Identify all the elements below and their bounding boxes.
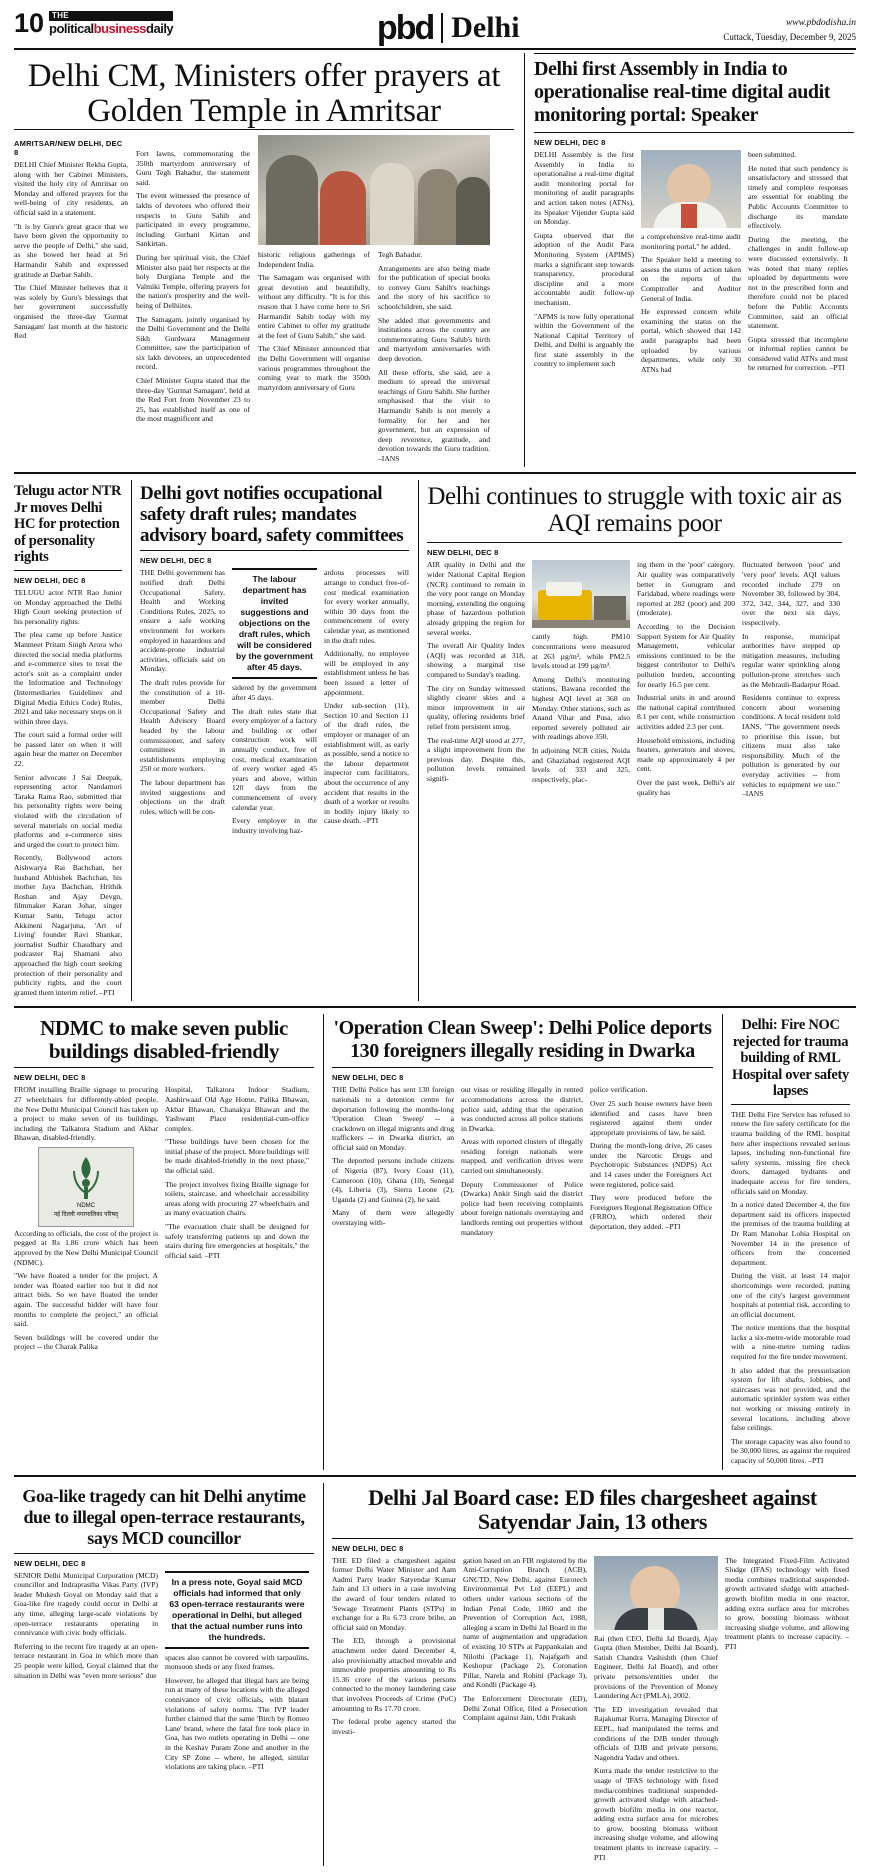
paragraph: Seven buildings will be covered under the project -- the Charak Palika <box>14 1332 158 1352</box>
lead-col-1 <box>14 135 128 467</box>
paragraph: The draft rules provide for the constitution of a 10-member Delhi Occupational Safety and Health Advisory Board headed by the labour commissioner, and safety committees in establishments employing 250 or more workers. <box>140 678 225 774</box>
paragraph: The notice mentions that the hospital lacks a six-metre-wide motorable road with a nine-metre turning radius required for the fire tender movement. <box>731 1323 850 1362</box>
lead-headline: Delhi CM, Ministers offer prayers at Golden Temple in Amritsar <box>14 59 514 130</box>
paragraph: She added that governments and institutions across the country are commemorating Guru Sahib's birth and martyrdom anniversaries with deep devotion. <box>378 315 490 363</box>
paragraph: During the visit, at least 14 major shortcomings were recorded, putting one of the city's largest government hospitals at potential risk, according to an official document. <box>731 1271 850 1319</box>
paragraph: DELHI Chief Minister Rekha Gupta, along with her Cabinet Ministers, visited the holy city of Amritsar on Monday and offered prayers for the well-being of city residents, an official said in a statement. <box>14 160 128 217</box>
assembly-col-3 <box>748 150 848 378</box>
paragraph: Over 25 such house owners have been identified and cases have been registered against them under appropriate provisions of law, he said. <box>590 1098 712 1137</box>
paragraph: TELUGU actor NTR Rao Junior on Monday approached the Delhi High Court seeking protection of his personality rights. <box>14 587 122 626</box>
paragraph: He noted that such pendency is unsatisfactory and stressed that timely and complete responses are essential for enabling the Public Accounts Committee to discharge its mandate effectively. <box>748 163 848 231</box>
aqi-photo <box>532 560 630 628</box>
firenoc-headline: Delhi: Fire NOC rejected for trauma building of RML Hospital over safety lapses <box>732 1017 849 1100</box>
paragraph: SENIOR Delhi Municipal Corporation (MCD) councillor and Indraprastha Vikas Party (IVP) leader Mukesh Goyal on Monday said that a Goa-like fire tragedy could occur in Delhi at any time, alleging large-scale violations by open-terrace restaurants operating in connivance with civic body officials. <box>14 1570 158 1638</box>
paragraph: a comprehensive real-time audit monitoring portal," he added. <box>641 232 741 251</box>
paragraph: The labour department has invited suggestions and objections on the draft rules, which will be con- <box>140 777 225 816</box>
paragraph: The Speaker held a meeting to assess the status of action taken on the reports of the Comptroller and Auditor General of India. <box>641 255 741 303</box>
paragraph: Among Delhi's monitoring stations, Bawana recorded the highest AQI level at 368 on Monday. Other stations, such as Anand Vihar and Pusa, also reported severely polluted air with readings above 350. <box>532 674 630 742</box>
paragraph: The overall Air Quality Index (AQI) was recorded at 318, showing a marginal rise compared to Sunday's reading. <box>427 641 525 679</box>
lead-dateline: AMRITSAR/NEW DELHI, DEC 8 <box>14 139 123 157</box>
paragraph: Over the past week, Delhi's air quality has <box>637 777 735 797</box>
logo-divider <box>441 13 443 43</box>
paragraph: During her spiritual visit, the Chief Minister also paid her respects at the holy Durgiana Temple and the Valmiki Temple, offering prayers for the nation's prosperity and the well-being of Delhiites. <box>136 252 250 310</box>
paragraph: Senior advocate J Sai Deepak, representing actor Nandamuri Taraka Rama Rao, submitted that his personality rights were being violated with the circulation of several materials on social media platforms and e-commerce sites and urged the court to protect him. <box>14 772 122 849</box>
small-logo-daily: daily <box>146 21 174 36</box>
djb-col-3 <box>594 1556 718 1867</box>
djb-col-2 <box>463 1556 587 1867</box>
djb-article <box>323 1483 853 1867</box>
paragraph: fluctuated between 'poor' and 'very poor' levels. AQI values recorded include 279 on November 30, followed by 304, 372, 342, 344, 327, and 330 over the next six days, respectively. <box>742 560 840 628</box>
top-band <box>14 53 856 467</box>
ndmc-logo-text: NDMC <box>77 1202 95 1209</box>
paragraph: ardous processes will arrange to conduct free-of-cost medical examination for every worker annually, within 30 days from the commencement of every calendar year, as mentioned in the draft rules. <box>324 568 409 645</box>
emblem-icon <box>66 1155 106 1201</box>
paragraph: "The evacuation chair shall be designed for safely transferring patients up and down the stairs during fire emergencies at hospitals," the official said. –PTI <box>165 1222 309 1260</box>
assembly-article <box>524 53 854 467</box>
paragraph: police verification. <box>590 1085 648 1095</box>
fourth-band <box>14 1483 856 1867</box>
djb-col-1 <box>332 1556 456 1867</box>
paragraph: During the month-long drive, 26 cases under the Narcotic Drugs and Psychotropic Substances (NDPS) Act and 14 cases under the Foreigners Act were registered, police said. <box>590 1141 712 1189</box>
lead-col-2 <box>136 135 250 467</box>
assembly-dateline: NEW DELHI, DEC 8 <box>534 138 606 147</box>
mcd-pullquote: In a press note, Goyal said MCD officials had informed that only 63 open-terrace restaurants were operational in Delhi, but alleged that the actual number runs into the hundreds. <box>165 1571 309 1649</box>
paragraph: The city on Sunday witnessed slightly clearer skies and a minor improvement in air quality, offering residents brief relief from persistent smog. <box>427 683 525 731</box>
djb-photo <box>594 1556 718 1630</box>
aqi-col-4 <box>742 560 840 802</box>
paragraph: The storage capacity was also found to be 30,000 litres, as against the required capacity of 50,000 litres. –PTI <box>731 1436 850 1465</box>
paragraph: During the meeting, the challenges in audit follow-up were discussed extensively. It was noted that many replies uploaded by departments were not in the prescribed form and therefore could not be placed before the Public Accounts Committee, said an official statement. <box>748 234 848 331</box>
paragraph: Deputy Commissioner of Police (Dwarka) Ankit Singh said the district police had been receiving complaints about foreign nationals overstaying and landlords renting out properties without mandatory <box>461 1179 583 1237</box>
paragraph: Chief Minister Gupta stated that the three-day 'Gurmat Samagam', held at the Red Fort from November 23 to 25, has established itself as one of the most magnificent and <box>136 376 250 424</box>
paragraph: In adjoining NCR cities, Noida and Ghaziabad registered AQI levels of 333 and 325, respectively, plac- <box>532 746 630 784</box>
mcd-headline: Goa-like tragedy can hit Delhi anytime due to illegal open-terrace restaurants, says MCD councillor <box>22 1485 306 1548</box>
assembly-col-2 <box>641 150 741 378</box>
ntr-dateline: NEW DELHI, DEC 8 <box>14 575 86 585</box>
paragraph: FROM installing Braille signage to procuring 27 wheelchairs for differently-abled people, the New Delhi Municipal Council has taken up a project to make seven of its buildings, including the Talkatora Stadium and Akbar Bhawan, disabled-friendly. <box>14 1085 158 1143</box>
paragraph: The real-time AQI stood at 277, a slight improvement from the previous day. Despite this, pollution levels remained signifi- <box>427 735 525 783</box>
paragraph: spaces also cannot be covered with tarpaulins, monsoon sheds or any fixed frames. <box>165 1652 309 1672</box>
paragraph: All these efforts, she said, are a medium to spread the universal teachings of Guru Sahib. She further emphasised that the visit to Harmandir Sahib is not merely a formality for her and her government, but an expression of deep reverence, gratitude, and devotion towards the Guru tradition. –IANS <box>378 367 490 463</box>
lead-col-4 <box>378 250 490 467</box>
mcd-article <box>14 1483 314 1867</box>
occupational-pullquote: The labour department has invited suggestions and objections on the draft rules, which will be considered by the government after 45 days. <box>232 568 317 679</box>
mcd-columns <box>14 1571 314 1776</box>
sweep-headline: 'Operation Clean Sweep': Delhi Police deports 130 foreigners illegally residing in Dwarka <box>333 1017 712 1063</box>
ndmc-columns <box>14 1085 314 1356</box>
masthead-left <box>14 10 173 36</box>
paragraph: DELHI Assembly is the first Assembly in India to operationalise a real-time digital audit monitoring portal for monitoring of audit paragraphs and action taken notes (ATNs), its Speaker Vijender Gupta said on Monday. <box>534 150 634 227</box>
paragraph: The deported persons include citizens of Nigeria (87), Ivory Coast (11), Cameroon (10), Ghana (10), Senegal (4), Liberia (3), Sierra Leone (2), Uganda (2) and Guinea (2), he said. <box>332 1156 454 1204</box>
paragraph: Arrangements are also being made for the publication of special books to convey Guru Sahib's teachings and the story of his sacrifice to schoolchildren, she said. <box>378 263 490 311</box>
lead-photo <box>258 135 490 245</box>
small-logo-political: political <box>49 21 94 36</box>
paragraph: THE Delhi Fire Service has refused to renew the fire safety certificate for the trauma building of the RML hospital here after inspections revealed serious lapses, including non-functional fire safety systems, missing fire check doors, damaged hydrants and inadequate access for fire tenders, officials said on Monday. <box>731 1109 850 1196</box>
ntr-article <box>14 480 122 1001</box>
paragraph: Rai (then CEO, Delhi Jal Board), Ajay Gupta (then Member, Delhi Jal Board), Satish Chandra Vashishth (then Chief Engineer, Delhi Jal Board), and other private persons/entities under the provisions of the Prevention of Money Laundering Act (PMLA), 2002. <box>594 1633 718 1701</box>
ndmc-col-1 <box>14 1085 158 1356</box>
aqi-col-1 <box>427 560 525 802</box>
paragraph: THE Delhi Police has sent 130 foreign nationals to a detention centre for deportation following the months-long 'Operation Clean Sweep' -- a crackdown on illegal migrants and drug traffickers -- in Dwarka district, an official said on Monday. <box>332 1085 454 1152</box>
paragraph: The project involves fixing Braille signage for toilets, staircase, and wheelchair accessibility areas along with procuring 27 wheelchairs and as many evacuation chairs. <box>165 1179 309 1218</box>
assembly-photo <box>641 150 741 228</box>
paragraph: Household emissions, including heaters, generators and stoves, made up approximately 4 per cent. <box>637 735 735 774</box>
small-logo-line1: THE <box>49 11 173 21</box>
paragraph: The plea came up before Justice Manmeet Pritam Singh Arora who directed the social media platforms and e-commerce sites to treat the actor's suit as a complaint under the Information and Technology (Intermediaries Guidelines and Digital Media Ethics Code) Rules, 2021 and take necessary steps on it within three days. <box>14 630 122 726</box>
paragraph: The ED investigation revealed that Rajakumar Kurra, Managing Director of EEPL, had manipulated the terms and conditions of the DJB tender through officials of DJB and private persons, Nagendra Yadav and others. <box>594 1704 718 1762</box>
lead-columns <box>14 135 514 467</box>
ndmc-headline: NDMC to make seven public buildings disabled-friendly <box>40 1016 288 1064</box>
paragraph: The Integrated Fixed-Film Activated Sludge (IFAS) technology with fixed media combines traditional suspended-growth activated sludge with attached-growth biofilm media in one reactor, adding extra surface area for microbes to grow, boosting biomass without increasing sludge volume, and allowing treatment plants to increase capacity. –PTI <box>725 1555 849 1651</box>
paragraph: It also added that the pressurisation system for lift shafts, lobbies, and staircases was not provided, and the automatic sprinkler system was either not working or missing entirely in several locations, including above false ceilings. <box>731 1365 850 1433</box>
paragraph: "These buildings have been chosen for the initial phase of the project. More buildings will be made disabled-friendly in the next phase," the official said. <box>165 1137 309 1176</box>
mcd-col-2 <box>165 1571 309 1776</box>
ndmc-article <box>14 1014 314 1469</box>
paragraph: AIR quality in Delhi and the wider National Capital Region (NCR) continued to remain in the very poor range on Monday morning, extending the ongoing phase of hazardous pollution already gripping the region for several weeks. <box>427 560 525 637</box>
masthead <box>14 10 856 48</box>
occupational-headline: Delhi govt notifies occupational safety draft rules; mandates advisory board, safety committees <box>140 483 404 547</box>
occupational-columns <box>140 568 409 839</box>
paragraph: The ED, through a provisional attachment order dated December 4, also provisionally attached movable and immovable properties amounting to Rs 15.36 crore of the various persons connected to the money laundering case that involves Proceeds of Crime (PoC) amounting to Rs 17.70 crore. <box>332 1636 456 1713</box>
paragraph: He expressed concern while examining the status on the portal, which showed that 142 audit paragraphs had been uploaded by various departments, while only 30 ATNs had <box>641 307 741 374</box>
third-band <box>14 1014 856 1469</box>
lead-photo-wrap <box>258 135 490 467</box>
ndmc-logo-caption: नई दिल्ली नगरपालिका परिषद् <box>53 1211 119 1218</box>
paragraph: The court said a formal order will be passed later on when it will again hear the matter on December 22. <box>14 730 122 769</box>
sweep-columns <box>332 1085 713 1241</box>
paragraph: ing them in the 'poor' category. Air quality was comparatively better in Gurugram and Faridabad, where readings were reported at 282 (poor) and 200 (moderate). <box>637 560 735 618</box>
paragraph: In a notice dated December 4, the fire department said its officers inspected the premises of the trauma building at Dr Ram Manohar Lohia Hospital on November 14 in the presence of officers from the concerned department. <box>731 1200 850 1267</box>
occupational-col-2 <box>232 568 317 839</box>
aqi-columns <box>427 560 842 802</box>
edition-name: Delhi <box>451 11 520 44</box>
assembly-headline: Delhi first Assembly in India to operationalise real-time digital audit monitoring portal: Speaker <box>534 58 831 126</box>
small-logo-business: business <box>93 21 147 36</box>
paragraph: cantly high. PM10 concentrations were measured at 263 µg/m³, while PM2.5 levels stood at 199 µg/m³. <box>532 632 630 671</box>
occupational-col-1 <box>140 568 225 839</box>
aqi-col-2 <box>532 560 630 802</box>
paragraph: Fort lawns, commemorating the 350th martyrdom anniversary of Guru Tegh Bahadur, the statement said. <box>136 149 250 187</box>
logo-wordmark: pbd <box>376 9 434 47</box>
sweep-article <box>323 1014 713 1469</box>
paragraph: Every employer in the industry involving haz- <box>232 816 317 835</box>
paragraph: Kurra made the tender restrictive to the usage of 'IFAS technology with fixed media/combines traditional suspended-growth activated sludge with attached-growth biofilm media in one reactor, adding extra surface area for microbes to grow, boosting biomass without increasing sludge volume, and allowing treatment plants to increase capacity. –PTI <box>594 1766 718 1862</box>
paragraph: sidered by the government after 45 days. <box>232 683 317 703</box>
paragraph: In response, municipal authorities have stepped up mitigation measures, including regular water sprinkling along pollution-prone stretches such as the Mehrauli-Badarpur Road. <box>742 631 840 689</box>
aqi-article <box>418 480 842 1001</box>
paragraph: Recently, Bollywood actors Aishwarya Rai Bachchan, her husband Abhishek Bachchan, his mother Jaya Bachchan, Hrithik Roshan and Ajay Devgn, filmmaker Karan Johar, singer Kumar Sanu, Telugu actor Akkineni Nagarjuna, 'Art of Living' founder Ravi Shankar, journalist Sudhir Chaudhary and podcaster Raj Shamani also approached the high court seeking protection of their personality and publicity rights, and the court granted them interim relief. –PTI <box>14 853 122 997</box>
ntr-headline: Telugu actor NTR Jr moves Delhi HC for protection of personality rights <box>14 483 122 566</box>
djb-col-4 <box>725 1556 849 1867</box>
paragraph: The Chief Minister believes that it was solely by Guru's blessings that her government successfully organised the three-day 'Gurmat Samagam' last month at the historic Red <box>14 283 128 341</box>
djb-headline: Delhi Jal Board case: ED files chargesheet against Satyendar Jain, 13 others <box>368 1484 817 1534</box>
masthead-rule <box>14 48 856 50</box>
aqi-dateline: NEW DELHI, DEC 8 <box>427 548 499 558</box>
paragraph: Hospital, Talkatora Indoor Stadium, Aashirwaad Old Age Home, Palika Bhawan, Akbar Bhawan, Chanakya Bhawan and the Yashwant Place residential-cum-office complex. <box>165 1085 309 1133</box>
paragraph: According to officials, the cost of the project is pegged at Rs 1.86 crore which has been approved by the New Delhi Municipal Council (NDMC). <box>14 1228 158 1267</box>
paragraph: Industrial units in and around the national capital contributed 8.1 per cent, while construction activities added 2.3 per cent. <box>637 693 735 731</box>
paragraph: The Samagam, jointly organised by the Delhi Government and the Delhi Sikh Gurdwara Management Committee, saw the participation of six lakh devotees, an unprecedented record. <box>136 314 250 372</box>
paragraph: "It is by Guru's great grace that we have been given the opportunity to serve the people of Delhi," she said, as she bowed her head at Sri Harmandir Sahib and expressed gratitude at Darbar Sahib. <box>14 221 128 279</box>
sweep-dateline: NEW DELHI, DEC 8 <box>332 1073 404 1083</box>
paragraph: THE ED filed a chargesheet against former Delhi Water Minister and Aam Aadmi Party leader Satyendar Kumar Jain and 13 others in a case involving the award of four tenders related to 'Sewage Treatment Plants (STPs) in exchange for a Rs 6.73 crore bribe, an official said on Monday. <box>332 1555 456 1632</box>
mcd-dateline: NEW DELHI, DEC 8 <box>14 1558 86 1568</box>
paragraph: "We have floated a tender for the project. A tender was floated earlier too but it did not attract bids. So we have floated the tender again. The successful bidder will have four months to complete the project," an official said. <box>14 1271 158 1329</box>
sweep-col-3 <box>590 1085 712 1241</box>
paragraph: According to the Decision Support System for Air Quality Management, vehicular emissions continued to be the biggest contributor to Delhi's pollution burden, accounting for nearly 16.5 per cent. <box>637 622 735 689</box>
paragraph: However, he alleged that illegal bars are being run at many of these locations with the alleged connivance of civic officials, with blatant violations of safety norms. The IVP leader further claimed that the same 'Birch by Romeo Lane' brand, where the fatal fire took place in Goa, has two outlets operating in Delhi -- one in the Keshav Puram Zone and another in the City SP Zone -- where, he alleged, similar violations are taking place. –PTI <box>165 1675 309 1772</box>
paragraph: The Samagam was organised with great devotion and beautifully, without any difficulty. "It is for this reason that I have come here to Sri Harmandir Sahib today with my entire Cabinet to offer my gratitude at the feet of Guru Sahib," she said. <box>258 273 370 340</box>
occupational-dateline: NEW DELHI, DEC 8 <box>140 556 212 566</box>
ndmc-logo <box>38 1147 134 1227</box>
paragraph: The Enforcement Directorate (ED), Delhi Zonal Office, filed a Prosecution Complaint against Jain, Udit Prakash <box>463 1693 587 1723</box>
page-number: 10 <box>14 8 45 38</box>
paragraph: Under sub-section (11), Section 10 and Section 11 of the draft rules, the employer or manager of an establishment will, as early as possible, send a notice to the labour department inspector cum facilitators, about the occurrence of any accident that results in the death of a worker or results in bodily injury likely to cause death. –PTI <box>324 701 409 826</box>
paragraph: historic religious gatherings of Independent India. <box>258 250 370 269</box>
paragraph: The federal probe agency started the investi- <box>332 1717 456 1736</box>
small-logo <box>49 11 173 35</box>
mcd-col-1 <box>14 1571 158 1776</box>
paragraph: been submitted. <box>748 150 797 159</box>
paragraph: THE Delhi government has notified draft Delhi Occupational Safety, Health and Working Conditions Rules, 2025, to ensure a safe working environment for workers employed in hazardous and accident-prone industrial activities, officials said on Monday. <box>140 568 225 674</box>
second-band <box>14 480 856 1001</box>
paragraph: The event witnessed the presence of lakhs of devotees who offered their respects to Guru Sahib and participated in every programme, including Gurbani Kirtan and Sankirtan. <box>136 191 250 249</box>
paragraph: Many of them were allegedly overstaying with- <box>332 1208 454 1228</box>
occupational-article <box>131 480 409 1001</box>
paragraph: Gupta stressed that incomplete or informal replies cannot be considered valid ATNs and must be returned for correction. –PTI <box>748 334 848 373</box>
djb-dateline: NEW DELHI, DEC 8 <box>332 1543 404 1553</box>
sweep-col-2 <box>461 1085 583 1241</box>
assembly-col-1 <box>534 150 634 378</box>
masthead-logo <box>376 9 520 47</box>
ndmc-dateline: NEW DELHI, DEC 8 <box>14 1073 86 1083</box>
masthead-right <box>723 10 856 44</box>
occupational-col-3 <box>324 568 409 839</box>
paragraph: The Chief Minister announced that the Delhi Government will organise various programmes throughout the coming year to mark the 350th martyrdom anniversary of Guru <box>258 344 370 392</box>
paragraph: They were produced before the Foreigners Regional Registration Office (FRRO), which ordered their deportation, they added. –PTI <box>590 1193 712 1232</box>
sweep-col-1 <box>332 1085 454 1241</box>
aqi-col-3 <box>637 560 735 802</box>
paragraph: Areas with reported clusters of illegally residing foreign nationals were mapped, and verification drives were carried out simultaneously. <box>461 1137 583 1176</box>
paragraph: Gupta observed that the adoption of the Audit Para Monitoring System (APIMS) marks a significant step towards transparency, procedural discipline and a more accountable audit follow-up mechanism. <box>534 230 634 307</box>
paragraph: Tegh Bahadur. <box>378 250 423 259</box>
lead-article <box>14 53 514 467</box>
paragraph: "APMS is now fully operational within the Government of the National Capital Territory of Delhi, and Delhi is arguably the first state assembly in the country to implement such <box>534 311 634 369</box>
ndmc-col-2 <box>165 1085 309 1356</box>
paragraph: Referring to the recent fire tragedy at an open-terrace restaurant in Goa in which more than 25 people were killed, Goyal claimed that the situation in Delhi was "even more serious" due <box>14 1641 158 1680</box>
djb-columns <box>332 1556 853 1867</box>
assembly-columns <box>534 150 854 378</box>
paragraph: Residents continue to express concern about worsening conditions. A local resident told IANS, "The government needs to prioritise this issue, but citizens must also take responsibility. Much of the pollution is generated by our everyday activities -- from vehicles to equipment we use." –IANS <box>742 693 840 799</box>
paragraph: Additionally, no employee will be employed in any establishment unless he has been issued a letter of appointment. <box>324 649 409 697</box>
issue-date: Cuttack, Tuesday, December 9, 2025 <box>723 32 856 42</box>
small-logo-line2 <box>49 22 173 35</box>
paragraph: The draft rules state that every employer of a factory and building or other construction work will annually conduct, free of cost, medical examination of every worker aged 45 years and above, within 120 days from the commencement of every calendar year. <box>232 706 317 812</box>
aqi-headline: Delhi continues to struggle with toxic air as AQI remains poor <box>427 483 842 538</box>
website-url: www.pbdodisha.in <box>785 18 856 28</box>
paragraph: gation based on an FIR registered by the Anti-Corruption Branch (ACB), GNCTD, New Delhi, against Eurotech Environmental Pvt Ltd (EEPL) and others under various sections of the Indian Penal Code, 1860 and the Prevention of Corruption Act, 1988, alleging a scam in Delhi Jal Board in the name of augmentation and upgradation of existing 10 STPs at Pappankalan and Nilothi (Package 1), Najafgarh and Keshopur (Package 2), Coronation Pillar, Narela and Rohini (Package 3), and Kondli (Package 4). <box>463 1555 587 1690</box>
lead-col-3 <box>258 250 370 467</box>
paragraph: out visas or residing illegally in rented accommodations across the district, police said, adding that the operation was conducted across all police stations in Dwarka. <box>461 1085 583 1133</box>
firenoc-article <box>722 1014 850 1469</box>
